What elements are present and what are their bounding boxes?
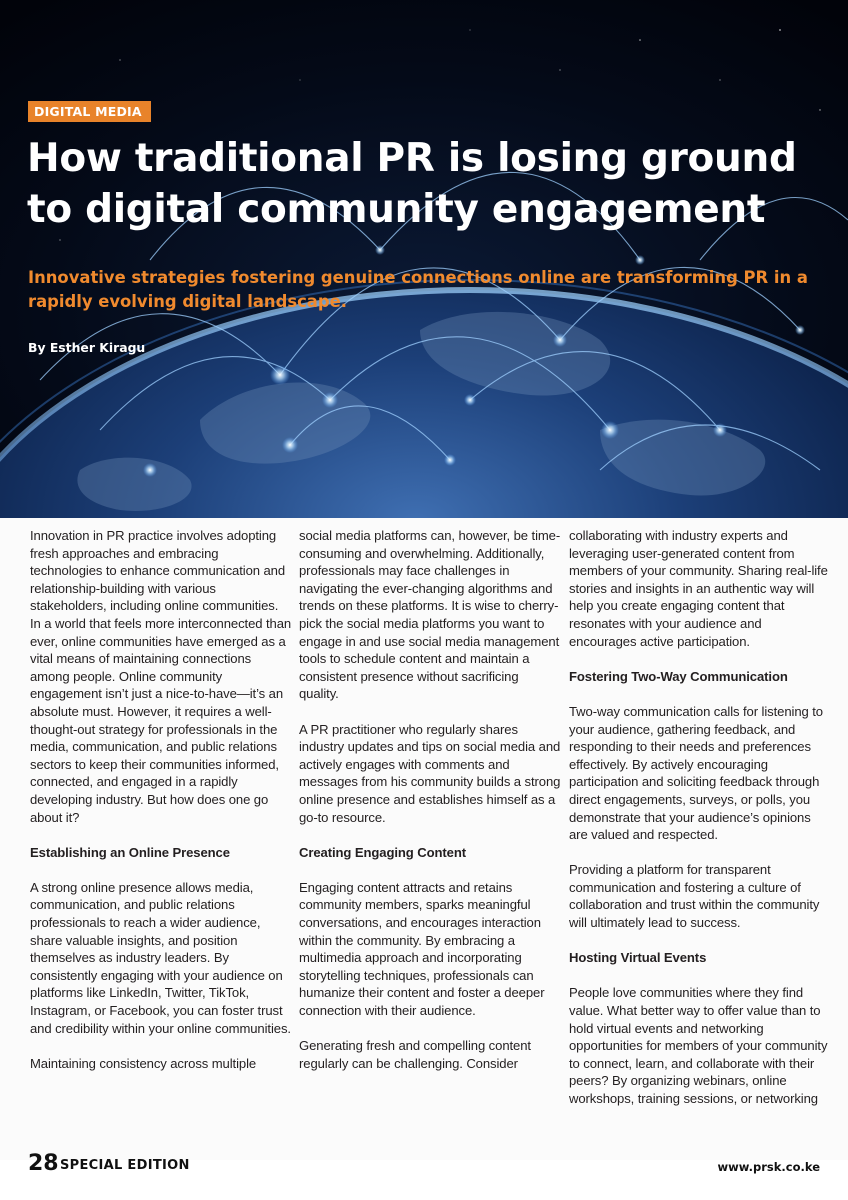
website-url[interactable]: www.prsk.co.ke (717, 1160, 820, 1174)
paragraph: Generating fresh and compelling content regularly can be challenging. Consider (299, 1038, 531, 1071)
paragraph: A strong online presence allows media, communication, and public relations professionals to reach a wider audience, share valuable insights, and position themselves as industry leaders. By consistently engaging with your audience on platforms like LinkedIn, Twitter, TikTok, Instagram, or Facebook, you can foster trust and credibility within your online communities. (30, 879, 291, 1036)
paragraph: Providing a platform for transparent communication and fostering a culture of collaboration and trust within the community will ultimately lead to success. (569, 862, 820, 931)
earth-network-illustration (0, 0, 848, 518)
category-tag: DIGITAL MEDIA (28, 101, 151, 122)
paragraph: Engaging content attracts and retains community members, sparks meaningful conversations, and encourages interaction within the community. By embracing a multimedia approach and incorporating storytelling techniques, professionals can humanize their content and foster a deeper connection with their audience. (299, 879, 545, 1019)
edition-label: SPECIAL EDITION (60, 1158, 190, 1173)
paragraph: People love communities where they find value. What better way to offer value than to hold virtual events and networking opportunities for members of your community to connect, learn, and collaborate with their peers? By organizing webinars, online workshops, training sessions, or networking (569, 985, 828, 1106)
paragraph: Maintaining consistency across multiple (30, 1055, 257, 1071)
article-column-1 (30, 527, 292, 1090)
article-column-3 (569, 527, 831, 1125)
section-heading: Fostering Two-Way Communication (569, 668, 788, 684)
paragraph: Innovation in PR practice involves adopting fresh approaches and embracing technologies to enhance communication and relationship-building with various stakeholders, including online communities. In a world that feels more interconnected than ever, online communities have emerged as a vital means of maintaining connections among people. Online community engagement isn’t just a nice-to-have—it’s an absolute must. However, it requires a well-thought-out strategy for professionals in the media, communication, and public relations sectors to keep their communities informed, connected, and engaged in a rapidly developing industry. But how does one go about it? (30, 528, 292, 825)
section-heading: Establishing an Online Presence (30, 844, 230, 860)
section-heading: Hosting Virtual Events (569, 950, 707, 966)
page-number: 28 (28, 1151, 59, 1176)
article-title: How traditional PR is losing ground to digital community engagement (27, 136, 797, 232)
article-standfirst: Innovative strategies fostering genuine connections online are transforming PR in a rapidly evolving digital landscape. (28, 268, 808, 311)
article-column-2 (299, 527, 561, 1090)
section-heading: Creating Engaging Content (299, 844, 466, 860)
paragraph: A PR practitioner who regularly shares industry updates and tips on social media and actively engages with comments and messages from his community builds a strong online presence and establishes himself as a go-to resource. (299, 721, 561, 825)
paragraph: collaborating with industry experts and leveraging user-generated content from members of your community. Sharing real-life stories and insights in an authentic way will help you create engaging content that resonates with your audience and encourages active participation. (569, 528, 828, 649)
paragraph: Two-way communication calls for listening to your audience, gathering feedback, and responding to their needs and preferences effectively. By actively encouraging participation and soliciting feedback through direct engagements, surveys, or polls, you demonstrate that your audience’s opinions are valued and respected. (569, 703, 823, 843)
paragraph: social media platforms can, however, be time-consuming and overwhelming. Additionally, professionals may face challenges in navigating the ever-changing algorithms and trends on these platforms. It is wise to cherry-pick the social media platforms you want to engage in and use social media management tools to schedule content and maintain a consistent presence without sacrificing quality. (299, 528, 561, 702)
article-byline: By Esther Kiragu (28, 340, 146, 355)
hero-banner (0, 0, 848, 518)
